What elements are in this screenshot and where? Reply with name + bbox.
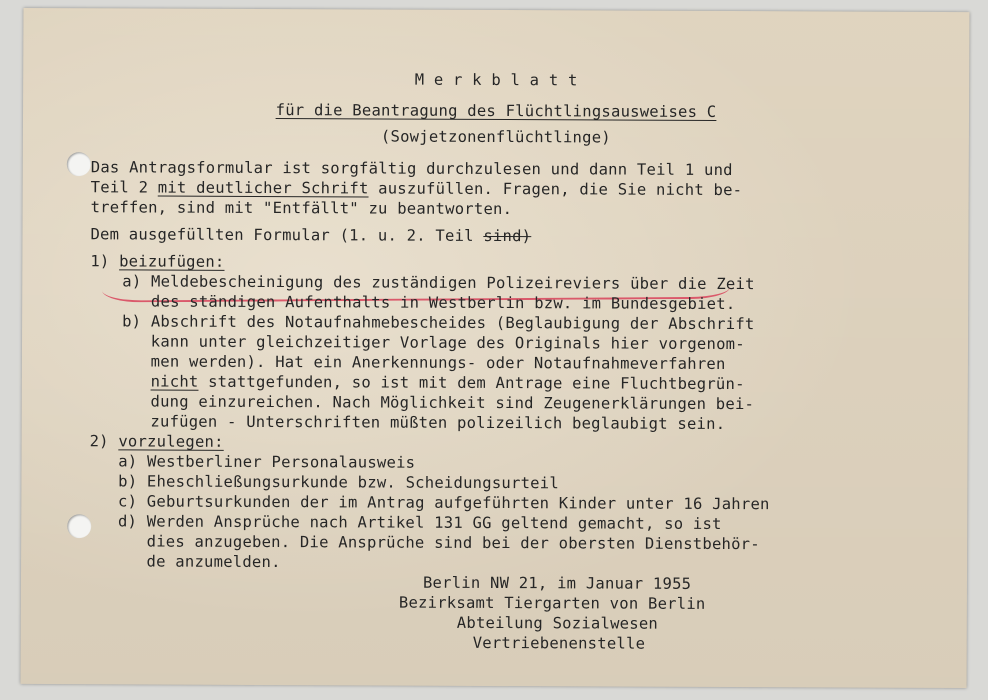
section-1-a-line-2: des ständigen Aufenthalts in Westberlin bzw. im Bundesgebiet. [122, 292, 736, 314]
section-1-a-line-1: a) Meldebescheinigung des zuständigen Polizeireviers über die Zeit [122, 272, 755, 294]
section-1-b-line-3: men werden). Hat ein Anerkennungs- oder Notaufnahmeverfahren [121, 352, 726, 374]
section-2-d-line-2: dies anzugeben. Die Ansprüche sind bei der obersten Dienstbehör- [89, 532, 760, 554]
section-1-heading [90, 251, 224, 272]
dem-line [90, 224, 531, 246]
section-2-d-line-3: de anzumelden. [89, 552, 281, 572]
document-title: M e r k b l a t t [414, 70, 578, 90]
intro-line-2-a: Teil 2 [90, 178, 158, 197]
section-1-b-line-4-rest: stattgefunden, so ist mit dem Antrage eine Fluchtbegrün- [198, 372, 745, 394]
footer-place-date: Berlin NW 21, im Januar 1955 [422, 573, 692, 593]
intro-line-3: treffen, sind mit "Entfällt" zu beantworten. [90, 198, 513, 219]
document-subtitle-2: (Sowjetzonenflüchtlinge) [380, 127, 611, 147]
section-1-title: beizufügen: [119, 252, 225, 271]
section-2-a: a) Westberliner Personalausweis [89, 452, 416, 472]
footer-department: Abteilung Sozialwesen [456, 613, 659, 633]
section-2-d-line-1: d) Werden Ansprüche nach Artikel 131 GG geltend gemacht, so ist [89, 512, 722, 533]
section-1-b-line-2: kann unter gleichzeitiger Vorlage des Originals hier vorgenom- [121, 332, 745, 354]
section-1-b-line-4 [122, 371, 745, 394]
intro-line-2-c: auszufüllen. Fragen, die Sie nicht be- [368, 179, 743, 200]
section-1-b-line-6: zufügen - Unterschriften müßten polizeilich beglaubigt sein. [121, 412, 726, 434]
section-1-number: 1) [90, 252, 120, 271]
footer-unit: Vertriebenenstelle [472, 633, 646, 653]
section-1-b-line-4-indent [122, 372, 151, 390]
punch-hole-top [67, 152, 91, 176]
section-1-b-line-1: b) Abschrift des Notaufnahmebescheides (Beglaubigung der Abschrift [122, 312, 755, 334]
section-2-c: c) Geburtsurkunden der im Antrag aufgeführten Kinder unter 16 Jahren [89, 492, 770, 514]
intro-line-2 [91, 177, 743, 200]
document-subtitle [23, 99, 969, 123]
section-1-b-nicht: nicht [150, 372, 199, 391]
footer-office: Bezirksamt Tiergarten von Berlin [398, 593, 706, 613]
section-2-title: vorzulegen: [118, 432, 224, 451]
section-1-b-line-5: dung einzureichen. Nach Möglichkeit sind Zeugenerklärungen bei- [121, 392, 755, 414]
section-2-heading [90, 431, 224, 452]
section-2-number: 2) [89, 432, 119, 451]
section-2-b: b) Eheschließungsurkunde bzw. Scheidungsurteil [89, 472, 559, 493]
intro-line-1: Das Antragsformular ist sorgfältig durchzulesen und dann Teil 1 und [90, 158, 733, 180]
dem-line-text: Dem ausgefüllten Formular (1. u. 2. Teil [90, 225, 484, 245]
intro-line-2-underlined: mit deutlicher Schrift [157, 178, 369, 198]
document-sheet [21, 8, 970, 688]
punch-hole-bottom [67, 514, 91, 538]
subtitle-text: für die Beantragung des Flüchtlingsausweises C [275, 101, 717, 121]
dem-line-struck: sind) [483, 226, 532, 246]
